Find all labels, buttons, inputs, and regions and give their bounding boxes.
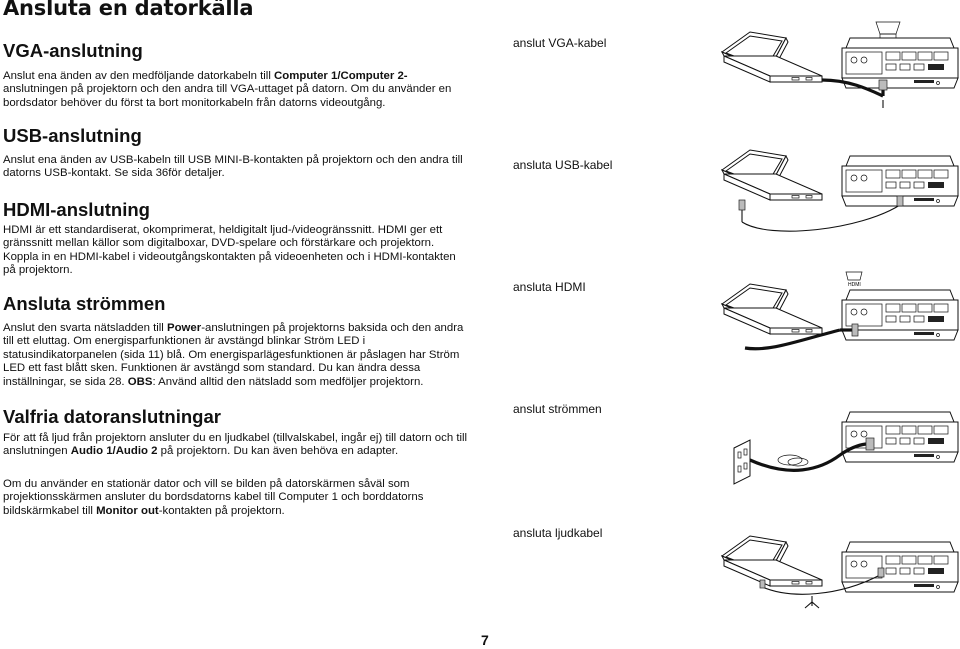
power-heading: Ansluta strömmen bbox=[3, 293, 166, 314]
usb-heading: USB-anslutning bbox=[3, 125, 142, 146]
optional-text-2: Om du använder en stationär dator och vill se bilden på datorskärmen såväl som projektionsskärmen ansluter du bordsdatorns kabel till Computer 1 och borddatorns bildskärmkabel till Monitor out-kontakten på projektorn. bbox=[3, 478, 424, 517]
caption-usb: ansluta USB-kabel bbox=[513, 158, 613, 172]
audio-illustration bbox=[722, 536, 958, 608]
power-text: Anslut den svarta nätsladden till Power-anslutningen på projektorns baksida och den andra till ett eluttag. Om energisparfunktionen är avstängd blinkar Ström LED i statusindikatorpanelen (sida 11) blå. Om energisparlägesfunktionen är påslagen har Ström LED ett fast blått sken. Funktionen är avstängd som standard. Du kan ändra dessa inställningar, se sida 28. OBS: Använd alltid den nätsladd som medföljer projektorn. bbox=[3, 322, 464, 388]
caption-hdmi: ansluta HDMI bbox=[513, 280, 586, 294]
power-illustration bbox=[734, 412, 958, 484]
usb-illustration bbox=[722, 150, 958, 231]
hdmi-text: HDMI är ett standardiserat, okomprimerat, heldigitalt ljud-/videogränssnitt. HDMI ger ett gränssnitt mellan källor som digitalboxar, DVD-spelare och förstärkare och projektorn. Koppla in en HDMI-kabel i videoutgångskontakten på videoenheten och i HDMI-kontakten på projektorn. bbox=[3, 224, 456, 277]
optional-heading: Valfria datoranslutningar bbox=[3, 406, 221, 427]
vga-heading: VGA-anslutning bbox=[3, 40, 143, 61]
usb-text: Anslut ena änden av USB-kabeln till USB MINI-B-kontakten på projektorn och den andra till datorns USB-kontakt. Se sida 36för detaljer. bbox=[3, 154, 463, 180]
optional-text-1: För att få ljud från projektorn ansluter du en ljudkabel (tillvalskabel, ingår ej) till datorn och till anslutningen Audio 1/Audio 2 på projektorn. Du kan även behöva en adapter. bbox=[3, 432, 468, 458]
caption-vga: anslut VGA-kabel bbox=[513, 36, 607, 50]
hdmi-heading: HDMI-anslutning bbox=[3, 199, 150, 220]
hdmi-port-label: HDMI bbox=[848, 282, 861, 288]
caption-power: anslut strömmen bbox=[513, 402, 602, 416]
page-number: 7 bbox=[481, 632, 489, 648]
hdmi-illustration bbox=[722, 272, 958, 349]
page-title: Ansluta en datorkälla bbox=[3, 0, 254, 20]
caption-audio: ansluta ljudkabel bbox=[513, 526, 603, 540]
vga-text: Anslut ena änden av den medföljande datorkabeln till Computer 1/Computer 2- anslutningen på projektorn och den andra till VGA-uttaget på datorn. Om du använder en bordsdator behöver du först ta bort monitorkabeln från datorns videoutgång. bbox=[3, 70, 452, 109]
vga-illustration bbox=[722, 22, 958, 108]
